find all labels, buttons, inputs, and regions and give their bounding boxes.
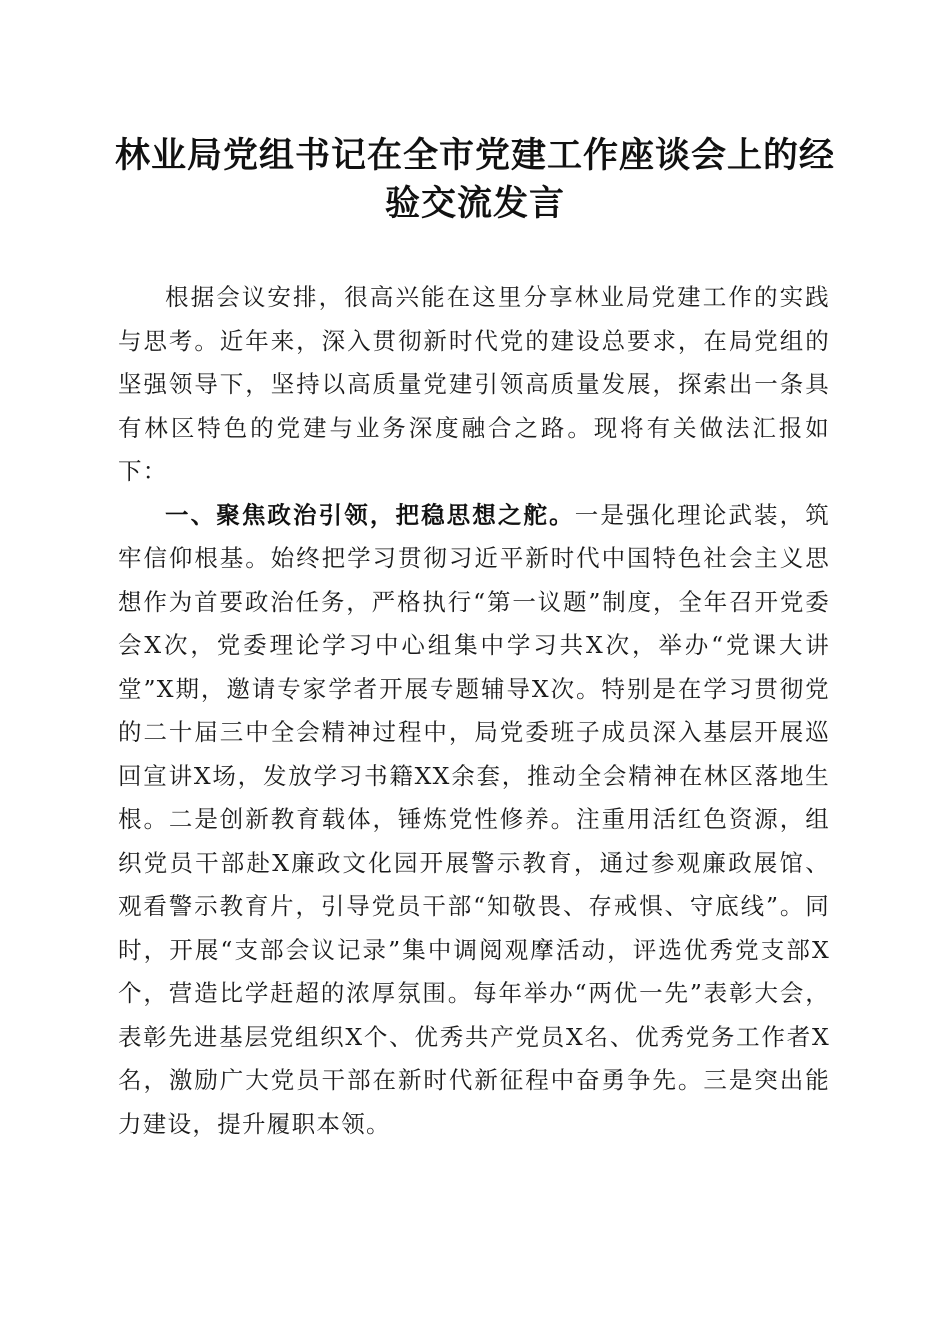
document-title: 林业局党组书记在全市党建工作座谈会上的经验交流发言 [114, 135, 835, 224]
paragraph-text: 一是强化理论武装，筑牢信仰根基。始终把学习贯彻习近平新时代中国特色社会主义思想作为首要政治任务，严格执行“第一议题”制度，全年召开党委会X次，党委理论学习中心组集中学习共X次，举办“党课大讲堂”X期，邀请专家学者开展专题辅导X次。特别是在学习贯彻党的二十届三中全会精神过程中，局党委班子成员深入基层开展巡回宣讲X场，发放学习书籍XX余套，推动全会精神在林区落地生根。二是创新教育载体，锤炼党性修养。注重用活红色资源，组织党员干部赴X廉政文化园开展警示教育，通过参观廉政展馆、观看警示教育片，引导党员干部“知敬畏、存戒惧、守底线”。同时，开展“支部会议记录”集中调阅观摩活动，评选优秀党支部X个，营造比学赶超的浓厚氛围。每年举办“两优一先”表彰大会，表彰先进基层党组织X个、优秀共产党员X名、优秀党务工作者X名，激励广大党员干部在新时代新征程中奋勇争先。三是突出能力建设，提升履职本领。 [118, 500, 831, 1138]
paragraph-section-one [118, 494, 830, 1147]
paragraph-intro [118, 276, 830, 494]
section-heading: 一、聚焦政治引领，把稳思想之舵。 [165, 500, 575, 529]
paragraph-text: 根据会议安排，很高兴能在这里分享林业局党建工作的实践与思考。近年来，深入贯彻新时代党的建设总要求，在局党组的坚强领导下，坚持以高质量党建引领高质量发展，探索出一条具有林区特色的党建与业务深度融合之路。现将有关做法汇报如下： [118, 283, 830, 485]
document-body [118, 276, 830, 1146]
